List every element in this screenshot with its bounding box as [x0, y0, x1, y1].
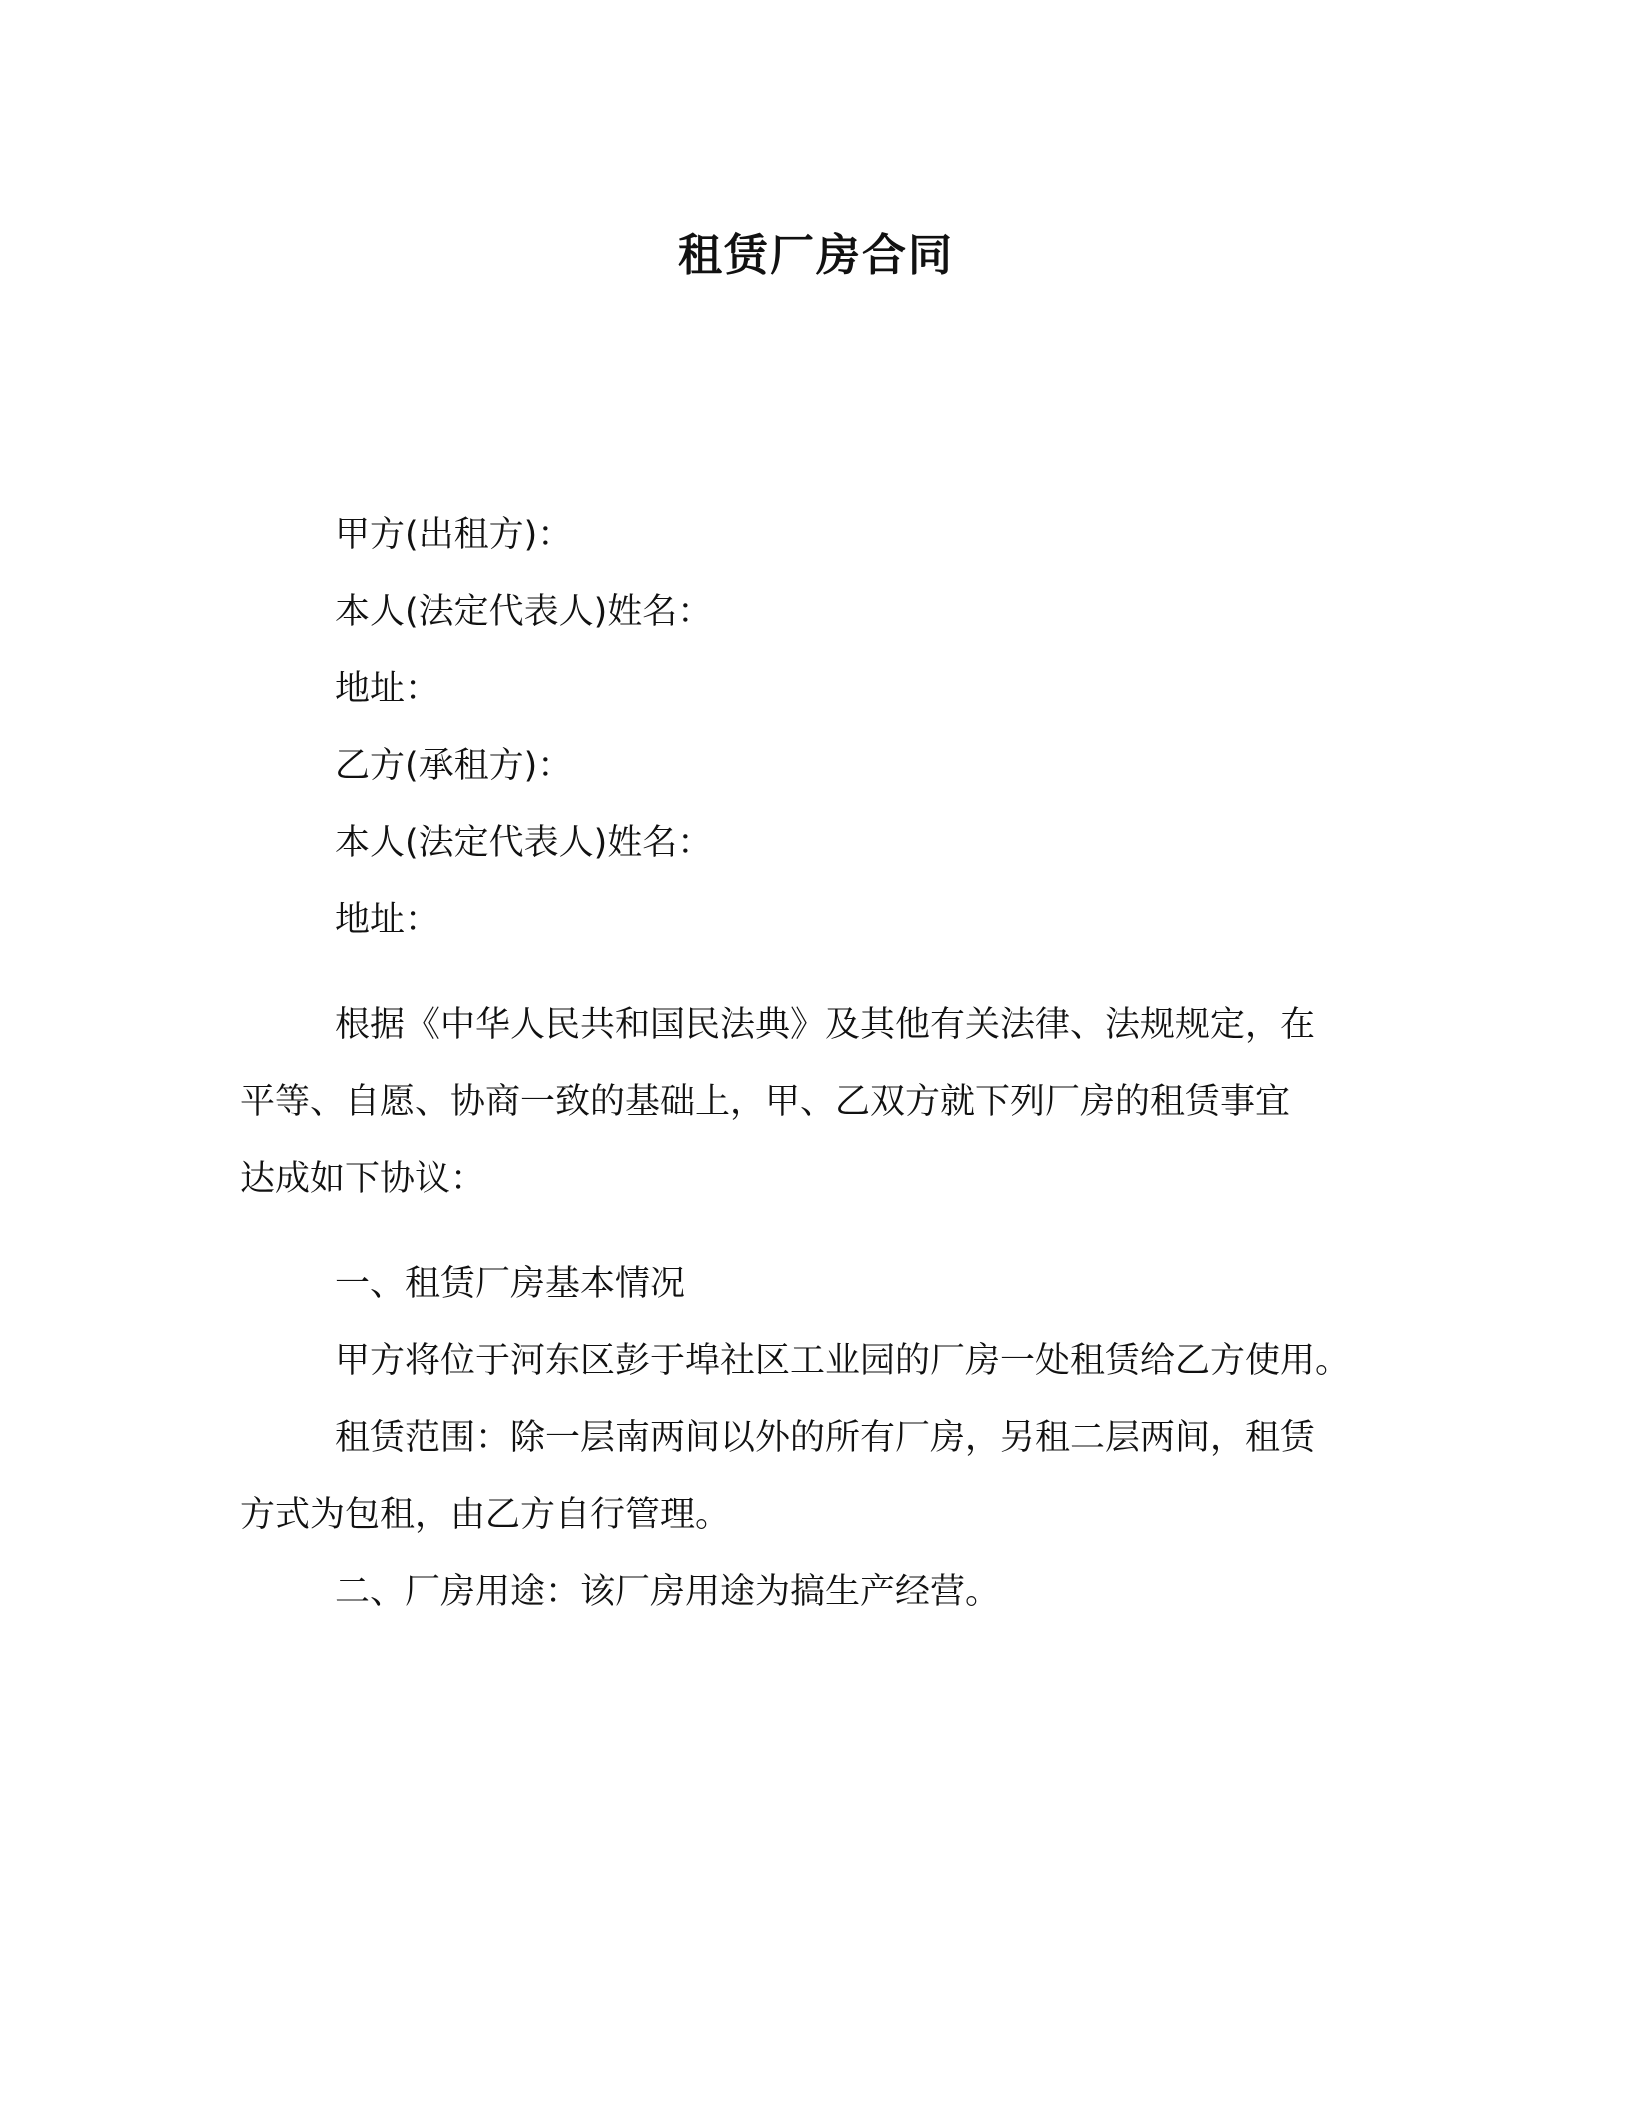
- party-a-label: 甲方(出租方)：: [335, 515, 573, 555]
- preamble-paragraph: [240, 987, 1380, 1218]
- preamble-line-3: 达成如下协议：: [240, 1159, 486, 1199]
- party-a-address-label: 地址：: [335, 669, 441, 709]
- section-1-scope-paragraph: [240, 1400, 1380, 1554]
- party-a-representative-label: 本人(法定代表人)姓名：: [335, 592, 713, 632]
- section-1-heading: 一、租赁厂房基本情况: [335, 1264, 686, 1304]
- document-body: [240, 497, 1380, 1631]
- section-1-location: 甲方将位于河东区彭于埠社区工业园的厂房一处租赁给乙方使用。: [335, 1341, 1351, 1381]
- preamble-line-1: 根据《中华人民共和国民法典》及其他有关法律、法规规定，在: [335, 1005, 1316, 1045]
- preamble-line-2: 平等、自愿、协商一致的基础上，甲、乙双方就下列厂房的租赁事宜: [240, 1082, 1291, 1122]
- party-b-label: 乙方(承租方)：: [335, 746, 573, 786]
- section-1-scope-line-2: 方式为包租，由乙方自行管理。: [240, 1495, 731, 1535]
- party-b-address-label: 地址：: [335, 900, 441, 940]
- section-1-scope-line-1: 租赁范围：除一层南两间以外的所有厂房，另租二层两间，租赁: [335, 1418, 1316, 1458]
- party-b-representative-label: 本人(法定代表人)姓名：: [335, 823, 713, 863]
- document-title: 租赁厂房合同: [678, 230, 954, 281]
- section-2-text: 二、厂房用途：该厂房用途为搞生产经营。: [335, 1572, 1001, 1612]
